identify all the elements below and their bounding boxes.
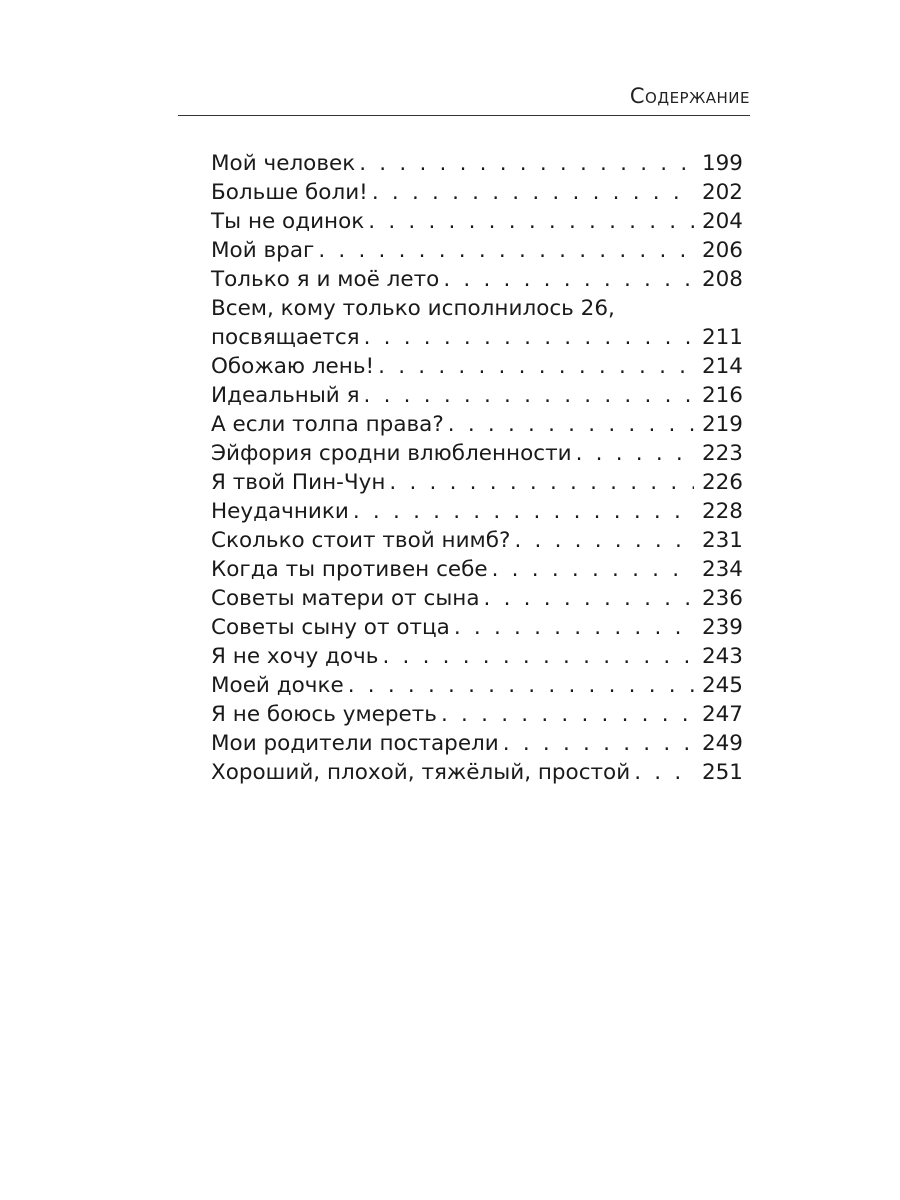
toc-entry[interactable] [211, 584, 743, 613]
toc-entry[interactable] [211, 149, 743, 178]
dot-leader [514, 526, 694, 555]
running-head-title: Содержание [629, 84, 750, 108]
toc-entry[interactable] [211, 352, 743, 381]
dot-leader [454, 613, 694, 642]
dot-leader [443, 265, 694, 294]
dot-leader [368, 207, 694, 236]
toc-entry-title: Мой человек [211, 151, 356, 176]
header-rule [178, 115, 750, 116]
toc-entry-page: 202 [701, 180, 743, 205]
toc-entry-title: Советы сыну от отца [211, 615, 450, 640]
toc-entry-title: Идеальный я [211, 383, 360, 408]
toc-entry[interactable] [211, 642, 743, 671]
toc-entry[interactable] [211, 410, 743, 439]
toc-entry[interactable] [211, 526, 743, 555]
toc-entry-page: 219 [701, 412, 743, 437]
toc-entry-title: А если толпа права? [211, 412, 444, 437]
toc-entry-page: 245 [701, 673, 743, 698]
toc-entry-page: 249 [701, 731, 743, 756]
toc-entry-title-line1: Всем, кому только исполнилось 26, [211, 296, 615, 321]
toc-entry[interactable] [211, 729, 743, 758]
toc-entry-title: Только я и моё лето [211, 267, 440, 292]
toc-entry[interactable] [211, 294, 743, 352]
toc-entry-title: Я не боюсь умереть [211, 702, 437, 727]
dot-leader [359, 149, 694, 178]
toc-entry-page: 234 [701, 557, 743, 582]
dot-leader [353, 497, 694, 526]
toc-entry-title: Советы матери от сына [211, 586, 480, 611]
toc-entry-page: 231 [701, 528, 743, 553]
dot-leader [389, 468, 694, 497]
dot-leader [372, 178, 694, 207]
dot-leader [576, 439, 694, 468]
toc-entry-title: Мой враг [211, 238, 315, 263]
toc-entry[interactable] [211, 236, 743, 265]
dot-leader [378, 352, 694, 381]
toc-entry[interactable] [211, 207, 743, 236]
toc-entry-title: Обожаю лень! [211, 354, 375, 379]
toc-entry-page: 247 [701, 702, 743, 727]
toc-entry-title: Неудачники [211, 499, 349, 524]
toc-entry[interactable] [211, 439, 743, 468]
dot-leader [441, 700, 694, 729]
toc-entry[interactable] [211, 555, 743, 584]
dot-leader [484, 584, 694, 613]
toc-entry-title: Хороший, плохой, тяжёлый, простой [211, 760, 631, 785]
toc-entry-page: 214 [701, 354, 743, 379]
toc-entry-title: Когда ты противен себе [211, 557, 488, 582]
toc-entry[interactable] [211, 381, 743, 410]
dot-leader [492, 555, 694, 584]
dot-leader [503, 729, 694, 758]
toc-entry-title: посвящается [211, 325, 360, 350]
toc-entry-page: 226 [701, 470, 743, 495]
toc-entry-title: Эйфория сродни влюбленности [211, 441, 572, 466]
table-of-contents [211, 149, 743, 787]
toc-entry-page: 211 [701, 325, 743, 350]
toc-entry[interactable] [211, 468, 743, 497]
toc-entry-page: 223 [701, 441, 743, 466]
toc-entry-page: 236 [701, 586, 743, 611]
toc-entry-page: 216 [701, 383, 743, 408]
dot-leader [364, 381, 694, 410]
toc-entry-page: 251 [701, 760, 743, 785]
toc-entry-title: Я твой Пин-Чун [211, 470, 386, 495]
dot-leader [448, 410, 694, 439]
toc-entry-title: Моей дочке [211, 673, 344, 698]
toc-entry[interactable] [211, 671, 743, 700]
toc-entry[interactable] [211, 497, 743, 526]
toc-entry-title: Я не хочу дочь [211, 644, 379, 669]
toc-entry[interactable] [211, 265, 743, 294]
toc-entry-page: 206 [701, 238, 743, 263]
toc-entry-title: Сколько стоит твой нимб? [211, 528, 511, 553]
dot-leader [634, 758, 694, 787]
toc-entry-page: 208 [701, 267, 743, 292]
toc-entry-page: 204 [701, 209, 743, 234]
toc-entry-page: 228 [701, 499, 743, 524]
toc-entry[interactable] [211, 178, 743, 207]
toc-entry-page: 239 [701, 615, 743, 640]
toc-entry-title: Больше боли! [211, 180, 368, 205]
toc-entry-page: 243 [701, 644, 743, 669]
toc-entry-title: Ты не одинок [211, 209, 365, 234]
toc-entry[interactable] [211, 613, 743, 642]
dot-leader [382, 642, 694, 671]
toc-entry[interactable] [211, 758, 743, 787]
dot-leader [364, 323, 694, 352]
dot-leader [318, 236, 694, 265]
toc-entry-page: 199 [701, 151, 743, 176]
dot-leader [348, 671, 694, 700]
toc-entry-title: Мои родители постарели [211, 731, 499, 756]
toc-entry[interactable] [211, 700, 743, 729]
